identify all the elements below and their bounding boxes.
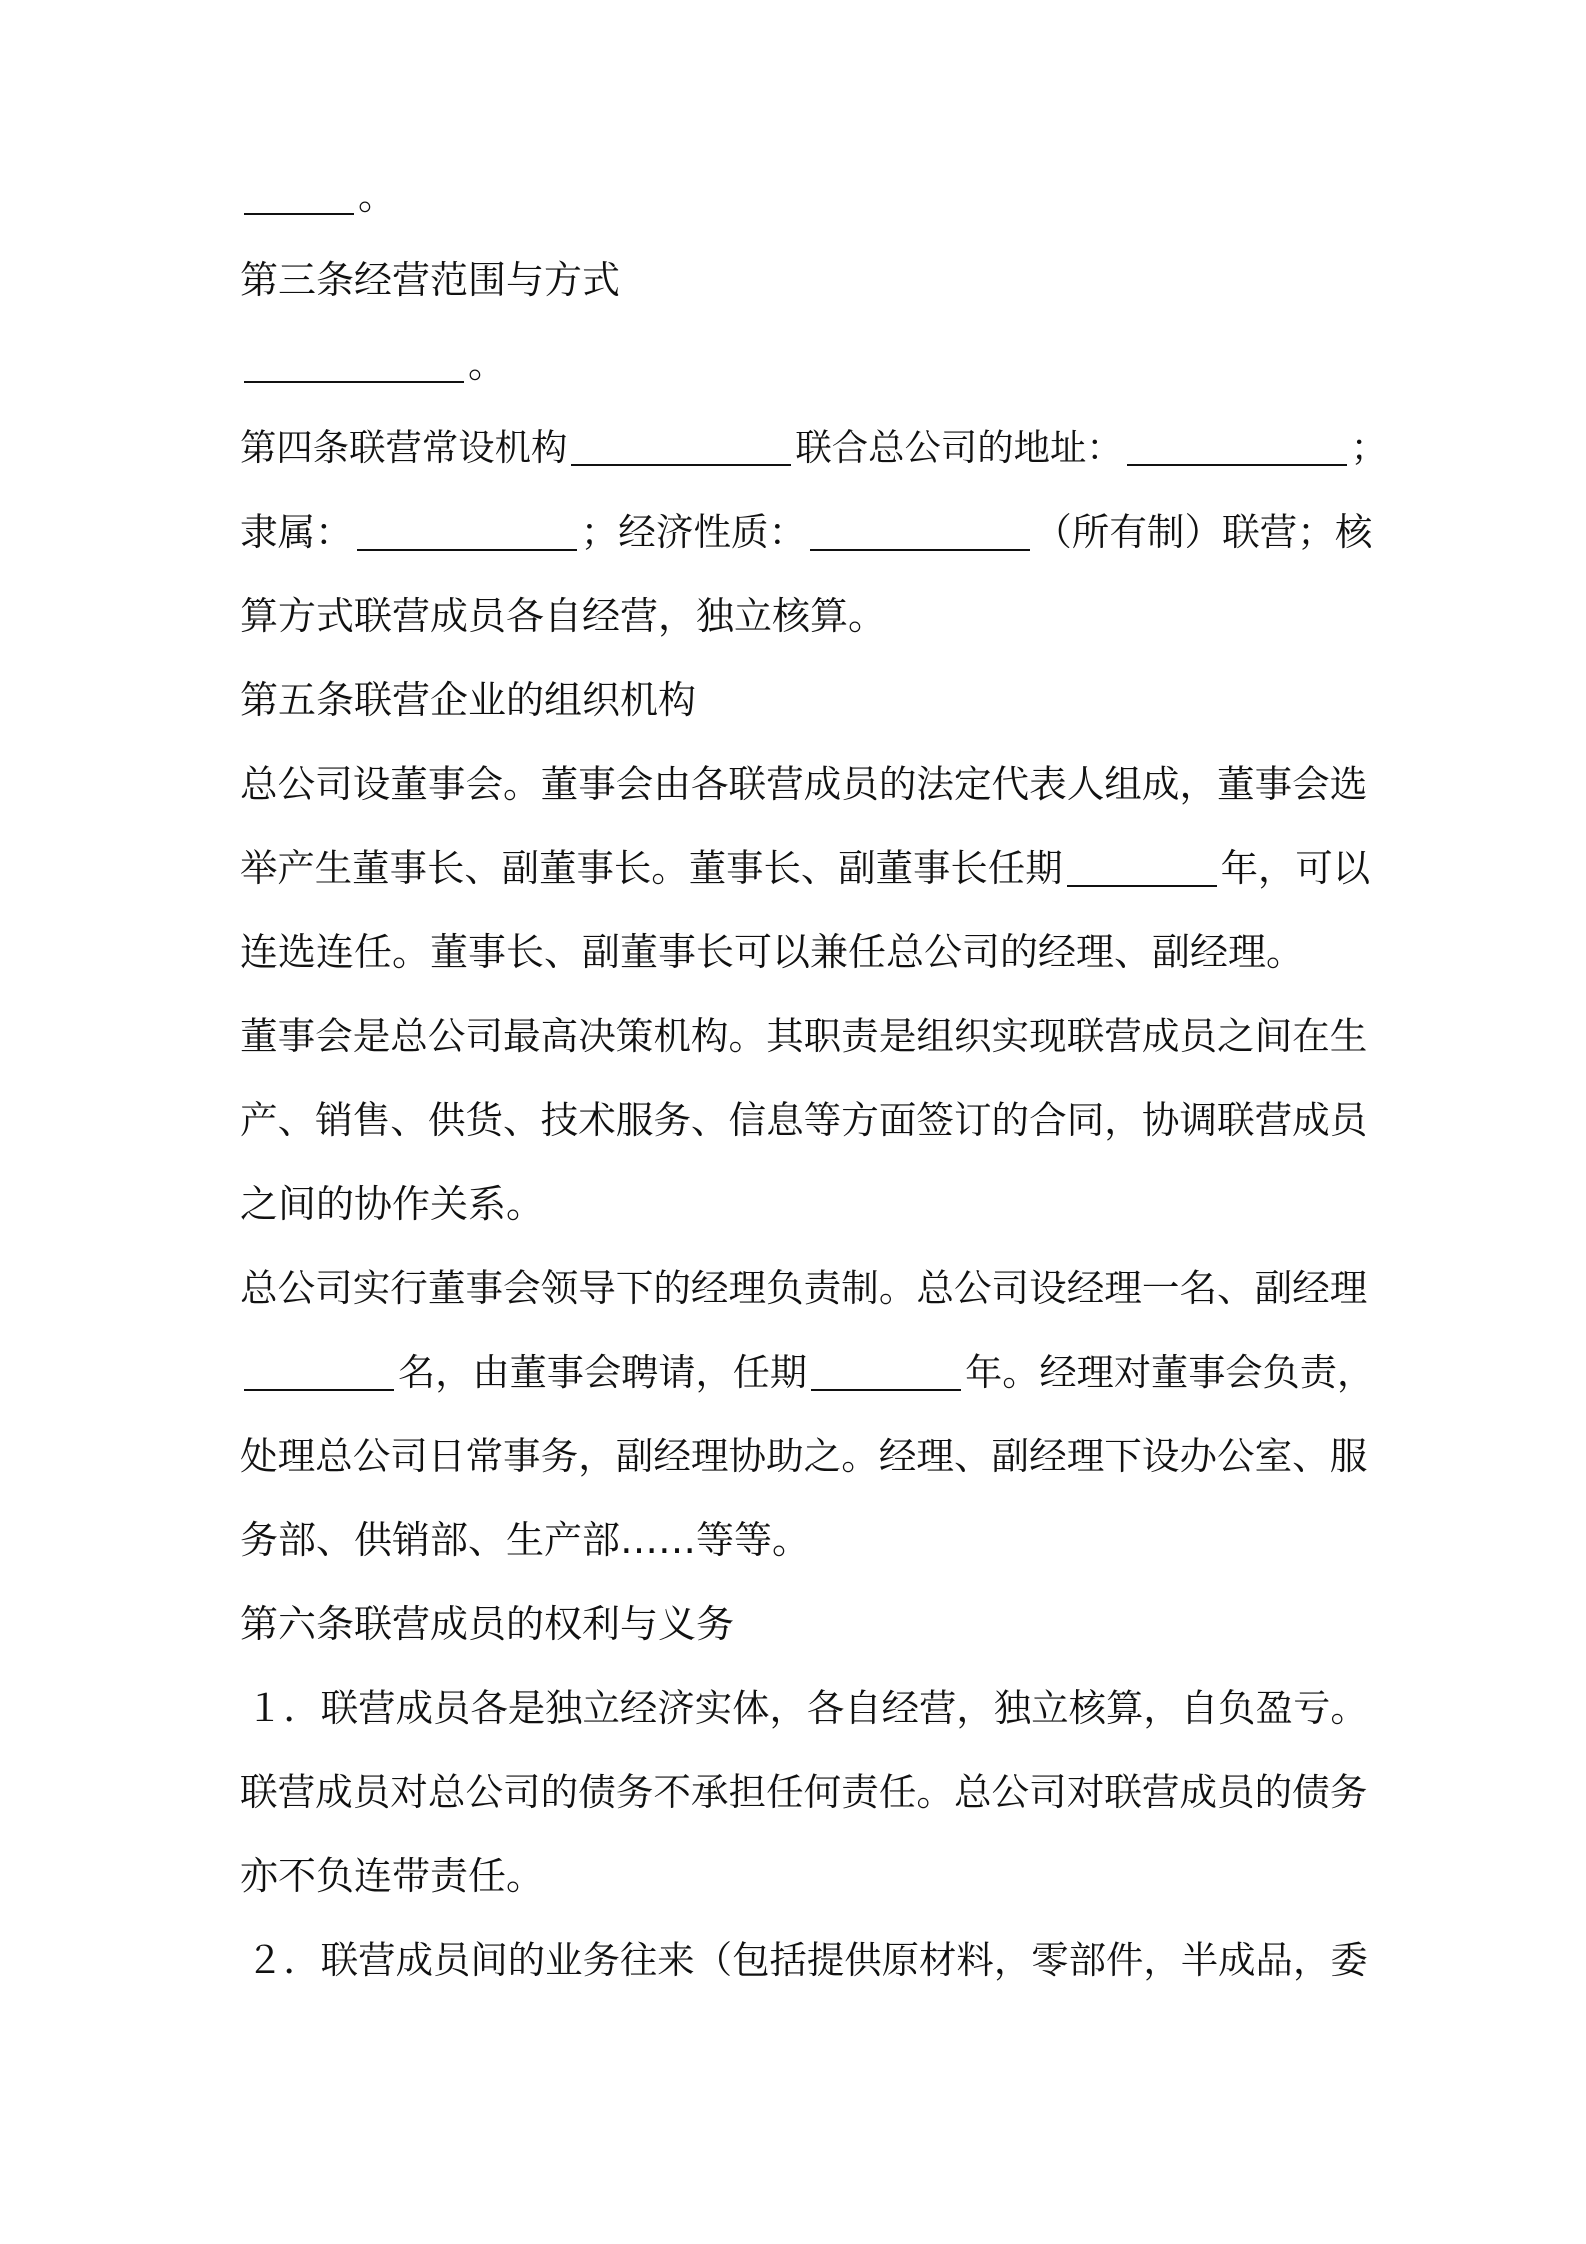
text: 。 (358, 174, 397, 218)
line-12: 产、销售、供货、技术服务、信息等方面签订的合同，协调联营成员 (240, 1098, 1368, 1142)
blank-field[interactable] (810, 509, 1030, 551)
article-3-heading: 第三条经营范围与方式 (240, 258, 621, 302)
line-5 (240, 490, 1373, 574)
line-14: 总公司实行董事会领导下的经理负责制。总公司设经理一名、副经理 (240, 1266, 1368, 1310)
line-1 (240, 154, 1368, 238)
blank-field[interactable] (811, 1349, 961, 1391)
text: 。 (468, 342, 507, 386)
text: （所有制）联营；核 (1034, 510, 1373, 554)
line-16: 处理总公司日常事务，副经理协助之。经理、副经理下设办公室、服 (240, 1434, 1368, 1478)
text: 年，可以 (1220, 846, 1371, 890)
line-20: 联营成员对总公司的债务不承担任何责任。总公司对联营成员的债务 (240, 1770, 1368, 1814)
line-15 (240, 1330, 1375, 1414)
line-11: 董事会是总公司最高决策机构。其职责是组织实现联营成员之间在生 (240, 1014, 1368, 1058)
line-10: 连选连任。董事长、副董事长可以兼任总公司的经理、副经理。 (240, 930, 1305, 974)
line-4 (240, 406, 1388, 490)
text: 举产生董事长、副董事长。董事长、副董事长任期 (240, 846, 1063, 890)
line-6: 算方式联营成员各自经营，独立核算。 (240, 594, 887, 638)
article-6-heading: 第六条联营成员的权利与义务 (240, 1602, 735, 1646)
line-8: 总公司设董事会。董事会由各联营成员的法定代表人组成，董事会选 (240, 762, 1368, 806)
text: 年。经理对董事会负责， (965, 1350, 1375, 1394)
text: 第四条联营常设机构 (240, 426, 568, 469)
blank-field[interactable] (1067, 845, 1217, 887)
blank-field[interactable] (244, 173, 354, 215)
line-21: 亦不负连带责任。 (240, 1854, 545, 1898)
line-22: ２．联营成员间的业务往来（包括提供原材料，零部件，半成品，委 (246, 1938, 1368, 1982)
text: 联合总公司的地址： (795, 426, 1123, 469)
line-13: 之间的协作关系。 (240, 1182, 545, 1226)
text: ； (1350, 426, 1388, 469)
document-page (240, 174, 1388, 2002)
text: 名，由董事会聘请，任期 (398, 1350, 808, 1394)
article-5-heading: 第五条联营企业的组织机构 (240, 678, 697, 722)
blank-field[interactable] (244, 341, 464, 383)
line-19: １．联营成员各是独立经济实体，各自经营，独立核算，自负盈亏。 (246, 1686, 1368, 1730)
line-9 (240, 826, 1371, 910)
line-3 (240, 322, 1368, 406)
blank-field[interactable] (357, 509, 577, 551)
text: 隶属： (240, 510, 353, 554)
text: ；经济性质： (580, 510, 807, 554)
blank-field[interactable] (1127, 424, 1347, 466)
line-17: 务部、供销部、生产部……等等。 (240, 1518, 811, 1562)
blank-field[interactable] (244, 1349, 394, 1391)
blank-field[interactable] (571, 424, 791, 466)
